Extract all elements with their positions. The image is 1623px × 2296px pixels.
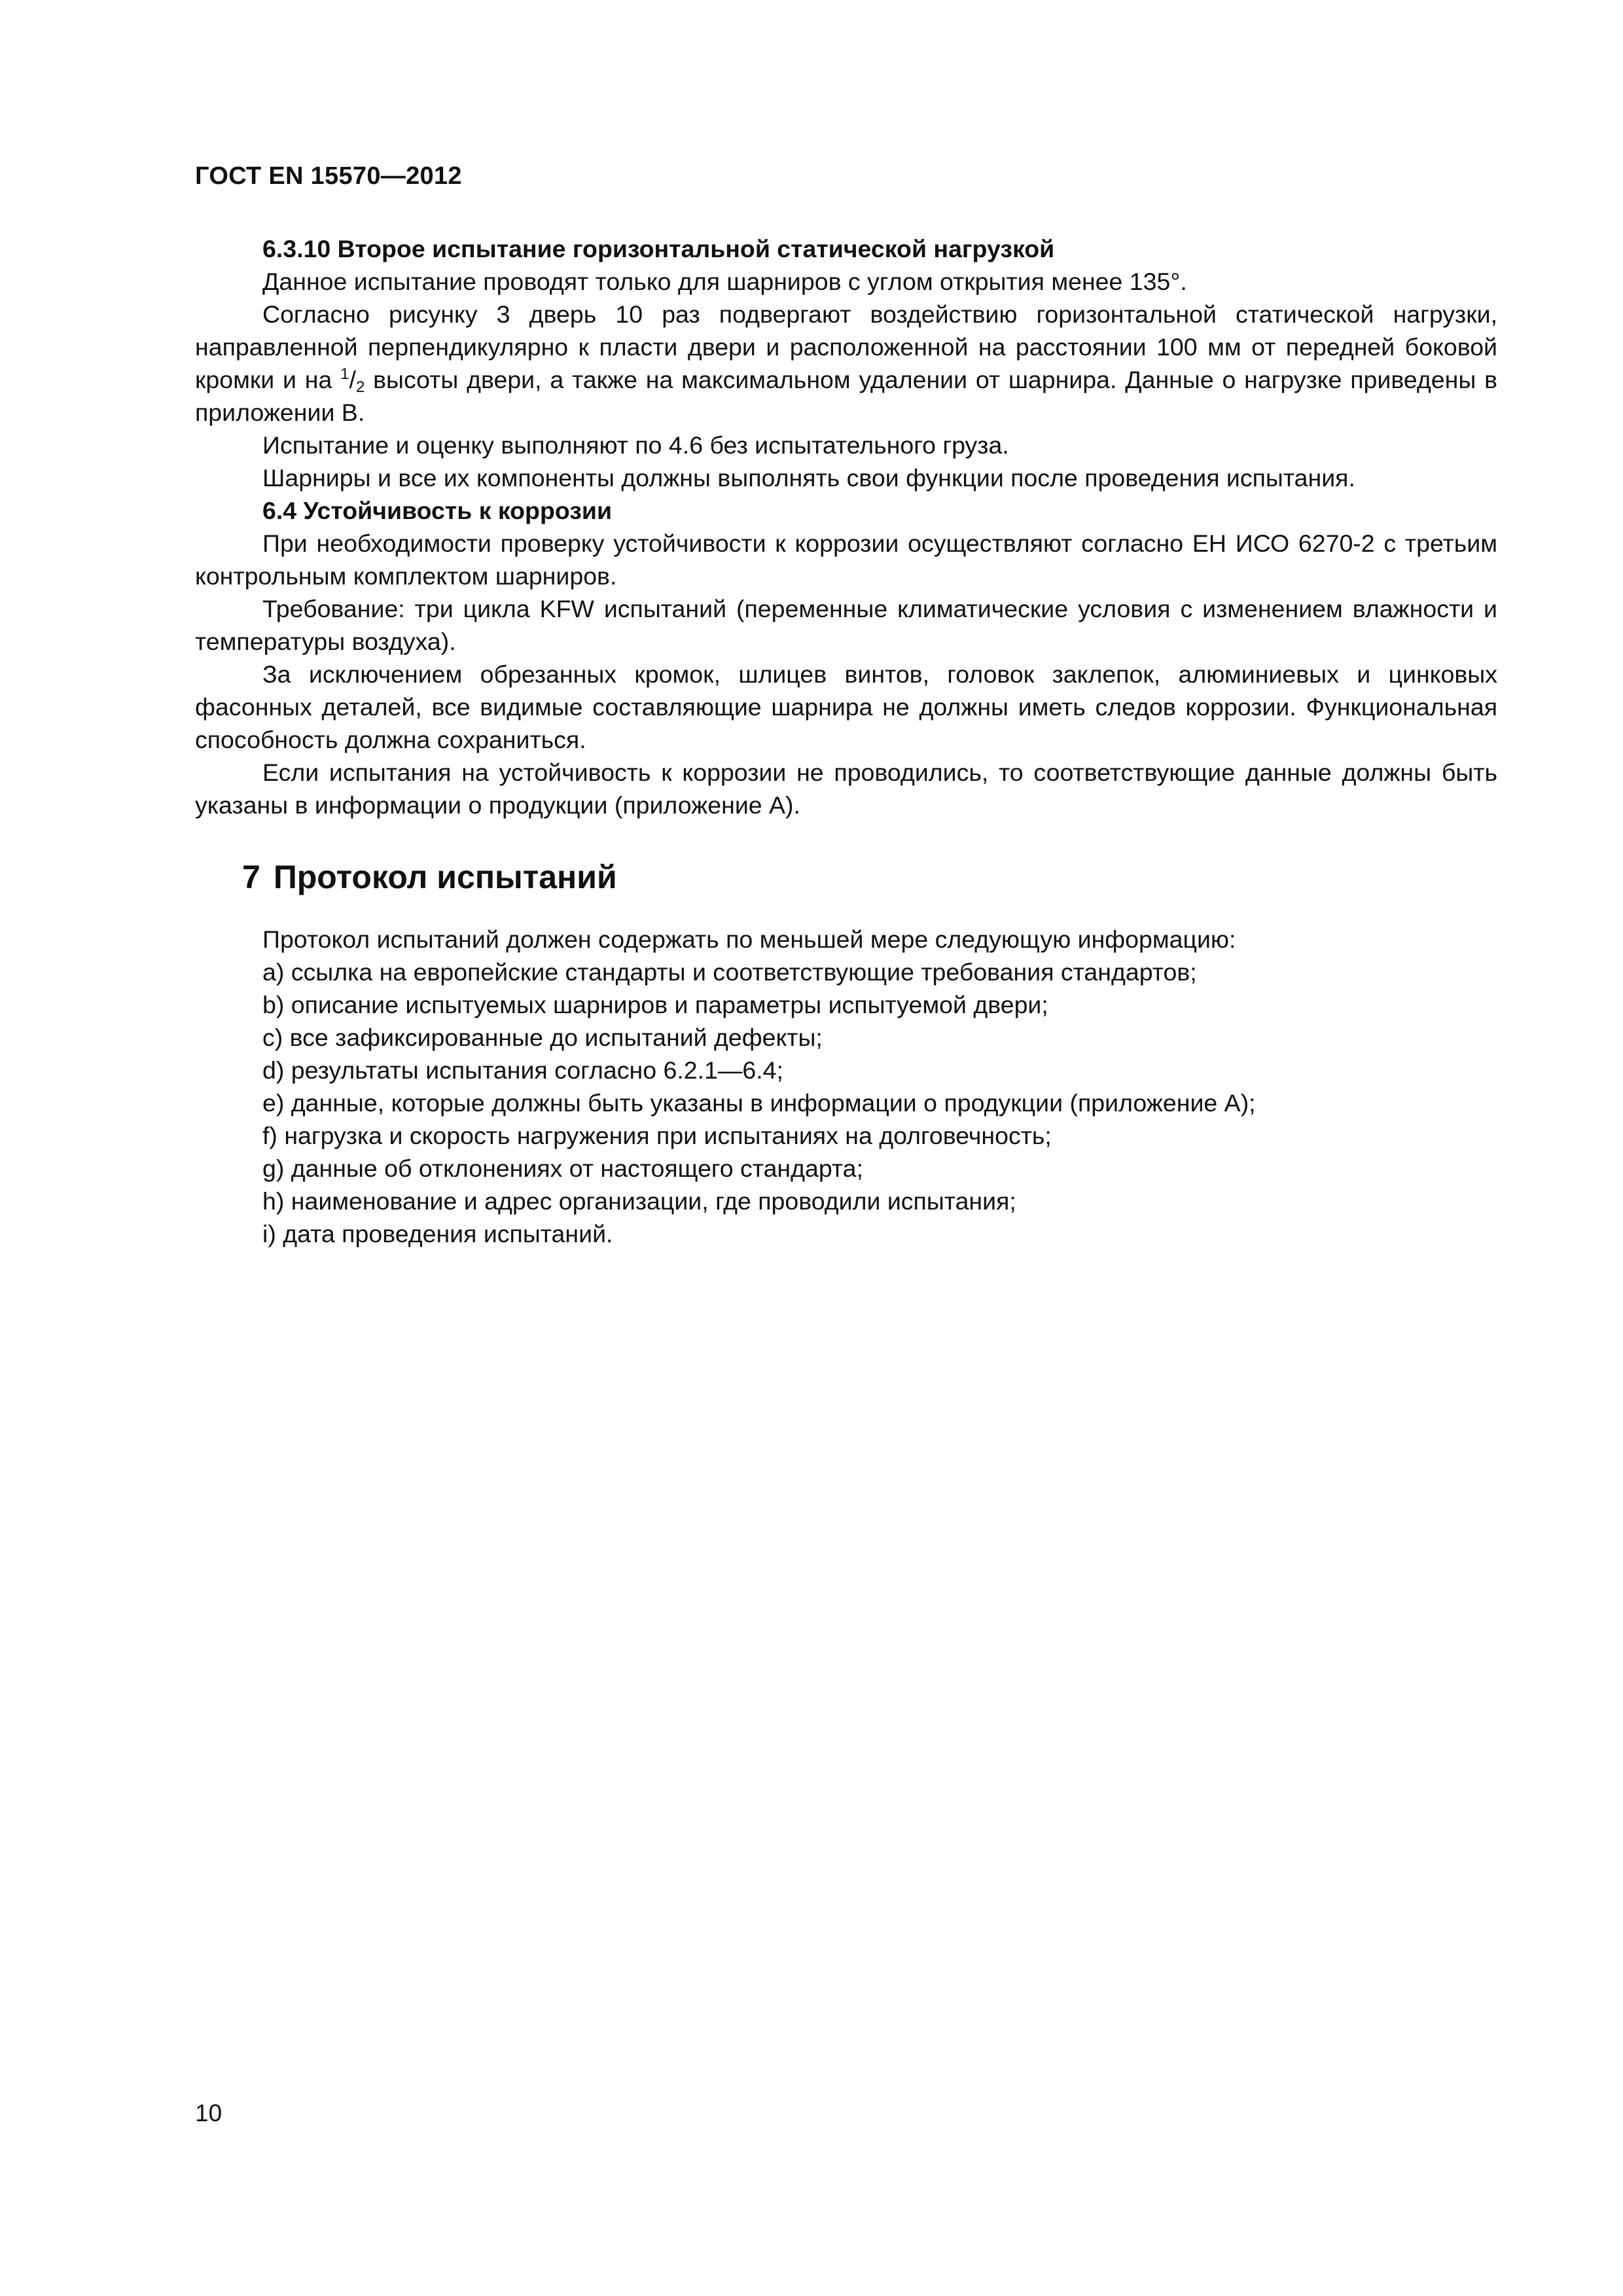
list-item: i) дата проведения испытаний.	[262, 1220, 613, 1247]
section-7-heading	[242, 857, 1497, 897]
list-item: g) данные об отклонениях от настоящего стандарта;	[262, 1155, 863, 1182]
section-6-4-heading: 6.4 Устойчивость к коррозии	[262, 497, 613, 524]
list-item: h) наименование и адрес организации, где проводили испытания;	[262, 1187, 1016, 1215]
paragraph: Шарниры и все их компоненты должны выполнять свои функции после проведения испытания.	[262, 464, 1355, 492]
paragraph: Данное испытание проводят только для шарниров с углом открытия менее 135°.	[262, 268, 1187, 295]
paragraph-text: высоты двери, а также на максимальном удалении от шарнира. Данные о нагрузке приведены в приложении В.	[195, 366, 1497, 426]
fraction-denominator: 2	[355, 378, 365, 396]
paragraph: Протокол испытаний должен содержать по меньшей мере следующую информацию:	[262, 925, 1236, 953]
list-item: d) результаты испытания согласно 6.2.1—6.4;	[262, 1056, 783, 1084]
paragraph: Если испытания на устойчивость к коррозии не проводились, то соответствующие данные должны быть указаны в информации о продукции (приложение А).	[195, 759, 1497, 819]
list-item: c) все зафиксированные до испытаний дефекты;	[262, 1024, 823, 1051]
page-content	[195, 232, 1497, 1250]
section-6-3-10-heading: 6.3.10 Второе испытание горизонтальной статической нагрузкой	[262, 235, 1055, 262]
list-item: e) данные, которые должны быть указаны в информации о продукции (приложение А);	[262, 1089, 1256, 1117]
section-title: Протокол испытаний	[273, 859, 617, 895]
paragraph: За исключением обрезанных кромок, шлицев винтов, головок заклепок, алюминиевых и цинковых фасонных деталей, все видимые составляющие шарнира не должны иметь следов коррозии. Функциональная способность должна сохраниться.	[195, 660, 1497, 753]
fraction-slash: /	[349, 366, 356, 393]
list-item: а) ссылка на европейские стандарты и соответствующие требования стандартов;	[262, 958, 1197, 986]
document-id-header: ГОСТ EN 15570—2012	[195, 162, 462, 190]
paragraph: Испытание и оценку выполняют по 4.6 без испытательного груза.	[262, 431, 1009, 459]
list-item: b) описание испытуемых шарниров и параметры испытуемой двери;	[262, 991, 1048, 1018]
fraction-one-half	[340, 365, 365, 396]
paragraph-with-fraction	[195, 298, 1497, 429]
section-number: 7	[242, 859, 260, 895]
fraction-numerator: 1	[340, 365, 349, 383]
paragraph-text: Согласно рисунку 3 дверь 10 раз подвергают воздействию горизонтальной статической нагрузки, направленной перпендикулярно к пласти двери и расположенной на расстоянии 100 мм от передней боковой кромки и на	[195, 300, 1497, 393]
paragraph: Требование: три цикла KFW испытаний (переменные климатические условия с изменением влажности и температуры воздуха).	[195, 595, 1497, 655]
list-item: f) нагрузка и скорость нагружения при испытаниях на долговечность;	[262, 1122, 1052, 1149]
paragraph: При необходимости проверку устойчивости к коррозии осуществляют согласно ЕН ИСО 6270-2 с третьим контрольным комплектом шарниров.	[195, 529, 1497, 590]
page-number: 10	[195, 2100, 223, 2126]
